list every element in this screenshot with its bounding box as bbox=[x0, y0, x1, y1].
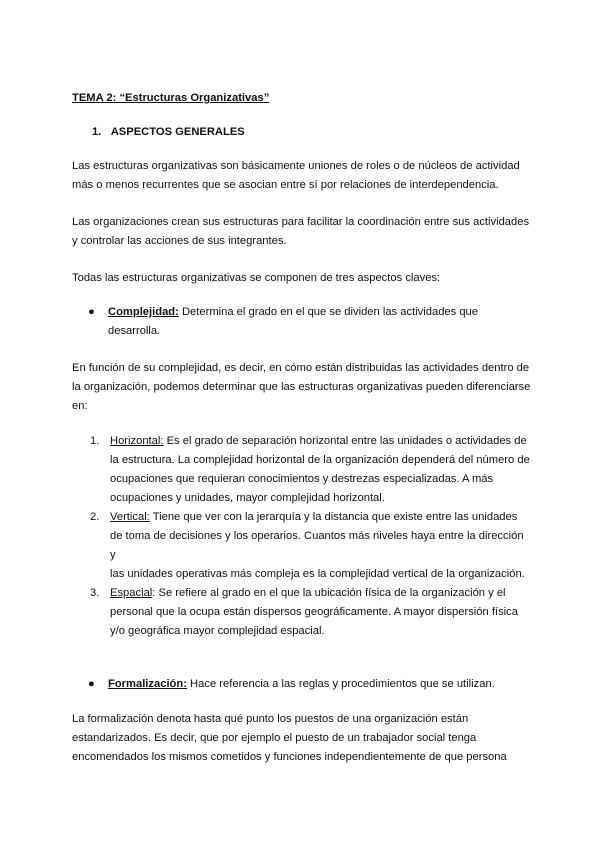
paragraph-line: Las estructuras organizativas son básicamente uniones de roles o de núcleos de actividad bbox=[72, 160, 520, 172]
list-line: personal que la ocupa están dispersos geográficamente. A mayor dispersión física bbox=[110, 606, 518, 618]
bullet-term: Complejidad: bbox=[108, 306, 179, 318]
list-term: Espacial bbox=[110, 587, 153, 599]
list-number: 1. bbox=[90, 435, 100, 447]
paragraph-line: la organización, podemos determinar que las estructuras organizativas pueden diferenciarse bbox=[72, 381, 531, 393]
list-number: 3. bbox=[90, 587, 100, 599]
bullet-formalizacion bbox=[88, 675, 532, 694]
section-number: 1. bbox=[92, 126, 102, 138]
bullet-line bbox=[108, 303, 532, 322]
paragraph-coordination bbox=[72, 213, 532, 251]
paragraph-line: La formalización denota hasta qué punto los puestos de una organización están bbox=[72, 713, 469, 725]
section-heading-text: ASPECTOS GENERALES bbox=[110, 126, 245, 138]
paragraph-line: más o menos recurrentes que se asocian entre sí por relaciones de interdependencia. bbox=[72, 179, 499, 191]
paragraph-line: estandarizados. Es decir, que por ejemplo el puesto de un trabajador social tenga bbox=[72, 732, 477, 744]
list-term: Vertical: bbox=[110, 511, 150, 523]
bullet-text: Hace referencia a las reglas y procedimientos que se utilizan. bbox=[186, 678, 495, 690]
list-line: ocupaciones y unidades, mayor complejidad horizontal. bbox=[110, 492, 385, 504]
list-line: y/o geográfica mayor complejidad espacial. bbox=[110, 625, 325, 637]
list-item bbox=[90, 432, 532, 508]
paragraph-formalization bbox=[72, 710, 532, 767]
bullet-complejidad bbox=[88, 303, 532, 341]
list-line: de toma de decisiones y los operarios. Cuantos más niveles haya entre la dirección y bbox=[110, 530, 524, 561]
list-term: Horizontal: bbox=[110, 435, 164, 447]
bullet-icon: ● bbox=[88, 306, 95, 318]
paragraph-line: encomendados los mismos cometidos y funciones independientemente de que persona bbox=[72, 751, 507, 763]
list-text: Tiene que ver con la jerarquía y la distancia que existe entre las unidades bbox=[149, 511, 518, 523]
document-title: TEMA 2: “Estructuras Organizativas” bbox=[72, 92, 270, 104]
paragraph-line: y controlar las acciones de sus integrantes. bbox=[72, 235, 287, 247]
paragraph-intro bbox=[72, 157, 532, 195]
bullet-icon: ● bbox=[88, 678, 95, 690]
numbered-list bbox=[90, 432, 532, 641]
list-line: la estructura. La complejidad horizontal de la organización dependerá del número de bbox=[110, 454, 530, 466]
paragraph-line: en: bbox=[72, 400, 88, 412]
list-item bbox=[90, 508, 532, 584]
bullet-line: desarrolla. bbox=[108, 325, 161, 337]
list-number: 2. bbox=[90, 511, 100, 523]
list-text: : Se refiere al grado en el que la ubicación física de la organización y el bbox=[152, 587, 506, 599]
paragraph-aspects bbox=[72, 269, 532, 288]
list-line: ocupaciones que requieran conocimientos y destrezas especializadas. A más bbox=[110, 473, 494, 485]
list-item bbox=[90, 584, 532, 641]
bullet-term: Formalización: bbox=[108, 678, 187, 690]
bullet-text: Determina el grado en el que se dividen las actividades que bbox=[178, 306, 478, 318]
paragraph-line: Las organizaciones crean sus estructuras para facilitar la coordinación entre sus actividades bbox=[72, 216, 530, 228]
bullet-line bbox=[108, 675, 532, 694]
paragraph-line: Todas las estructuras organizativas se componen de tres aspectos claves: bbox=[72, 272, 441, 284]
paragraph-complexity bbox=[72, 359, 532, 416]
list-text: Es el grado de separación horizontal entre las unidades o actividades de bbox=[163, 435, 527, 447]
section-heading bbox=[92, 123, 532, 142]
list-line: las unidades operativas más compleja es la complejidad vertical de la organización. bbox=[110, 568, 525, 580]
paragraph-line: En función de su complejidad, es decir, en cómo están distribuidas las actividades dentro de bbox=[72, 362, 530, 374]
